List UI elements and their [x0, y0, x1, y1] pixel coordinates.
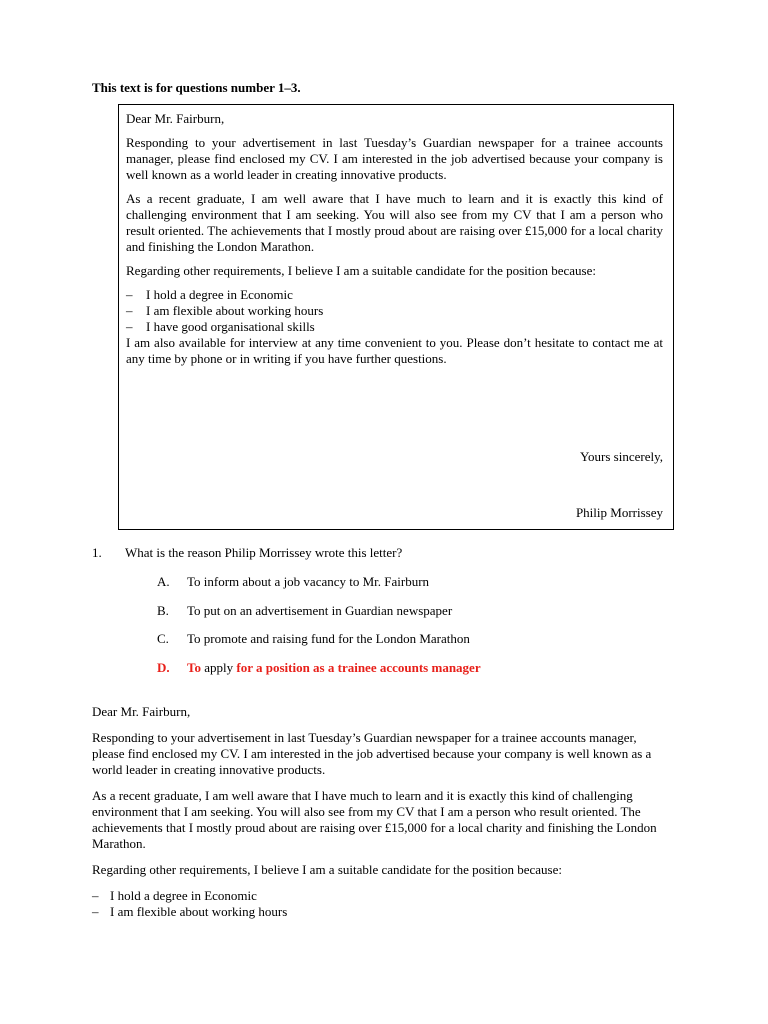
repeat-paragraph-1: Responding to your advertisement in last Tuesday’s Guardian newspaper for a trainee accounts manager, please find enclosed my CV. I am interested in the job advertised because your company is well known as a world leader in creating innovative products.: [92, 730, 652, 777]
option-d-correct-answer: [157, 660, 481, 689]
answer-options: [157, 574, 481, 688]
answer-word-to: To: [187, 659, 201, 675]
list-item: – I hold a degree in Economic: [92, 888, 672, 904]
repeat-paragraph-2: As a recent graduate, I am well aware that I have much to learn and it is exactly this kind of challenging environment that I am seeking. You will also see from my CV that I am a person who result oriented. The achievements that I mostly proud about are raising over £15,000 for a local charity and finishing the London Marathon.: [92, 788, 657, 851]
letter-requirements-list: [126, 287, 663, 335]
answer-word-apply: apply: [204, 659, 234, 675]
option-text: To promote and raising fund for the London Marathon: [187, 631, 470, 646]
letter-box: [118, 104, 674, 530]
option-b: [157, 603, 481, 632]
option-text: To put on an advertisement in Guardian newspaper: [187, 602, 453, 618]
repeat-salutation: Dear Mr. Fairburn,: [92, 704, 191, 719]
repeat-requirements-list: [92, 888, 672, 920]
option-letter: B.: [157, 602, 169, 618]
list-item: – I hold a degree in Economic: [126, 287, 663, 303]
repeated-letter: [92, 704, 672, 920]
letter-paragraph-2: As a recent graduate, I am well aware that I have much to learn and it is exactly this kind of challenging environment that I am seeking. You will also see from my CV that I am a person who result oriented. The achievements that I mostly proud about are raising over £15,000 for a local charity and finishing the London Marathon.: [126, 191, 663, 254]
repeat-paragraph-3: Regarding other requirements, I believe I am a suitable candidate for the position because:: [92, 862, 562, 877]
answer-rest: for a position as a trainee accounts manager: [236, 659, 481, 675]
letter-closing: Yours sincerely,: [579, 449, 663, 464]
list-item: – I am flexible about working hours: [92, 904, 672, 920]
section-heading: This text is for questions number 1–3.: [92, 80, 301, 95]
option-c: [157, 631, 481, 660]
list-item: – I have good organisational skills: [126, 319, 663, 335]
list-item: – I am flexible about working hours: [126, 303, 663, 319]
option-letter: A.: [157, 574, 170, 589]
option-letter: D.: [157, 659, 170, 675]
letter-availability-paragraph: I am also available for interview at any time convenient to you. Please don’t hesitate to contact me at any time by phone or in writing if you have further questions.: [126, 335, 663, 366]
question-number: 1.: [92, 545, 102, 560]
option-text: [187, 660, 481, 689]
option-letter: C.: [157, 631, 169, 646]
letter-paragraph-3: Regarding other requirements, I believe I am a suitable candidate for the position because:: [126, 263, 596, 278]
question-1: [92, 545, 692, 561]
option-a: [157, 574, 481, 603]
letter-signature: Philip Morrissey: [575, 505, 663, 520]
option-text: To inform about a job vacancy to Mr. Fairburn: [187, 574, 430, 589]
letter-paragraph-1: Responding to your advertisement in last Tuesday’s Guardian newspaper for a trainee accounts manager, please find enclosed my CV. I am interested in the job advertised because your company is well known as a world leader in creating innovative products.: [126, 135, 663, 182]
question-text: What is the reason Philip Morrissey wrote this letter?: [125, 545, 403, 560]
letter-salutation: Dear Mr. Fairburn,: [126, 111, 225, 126]
